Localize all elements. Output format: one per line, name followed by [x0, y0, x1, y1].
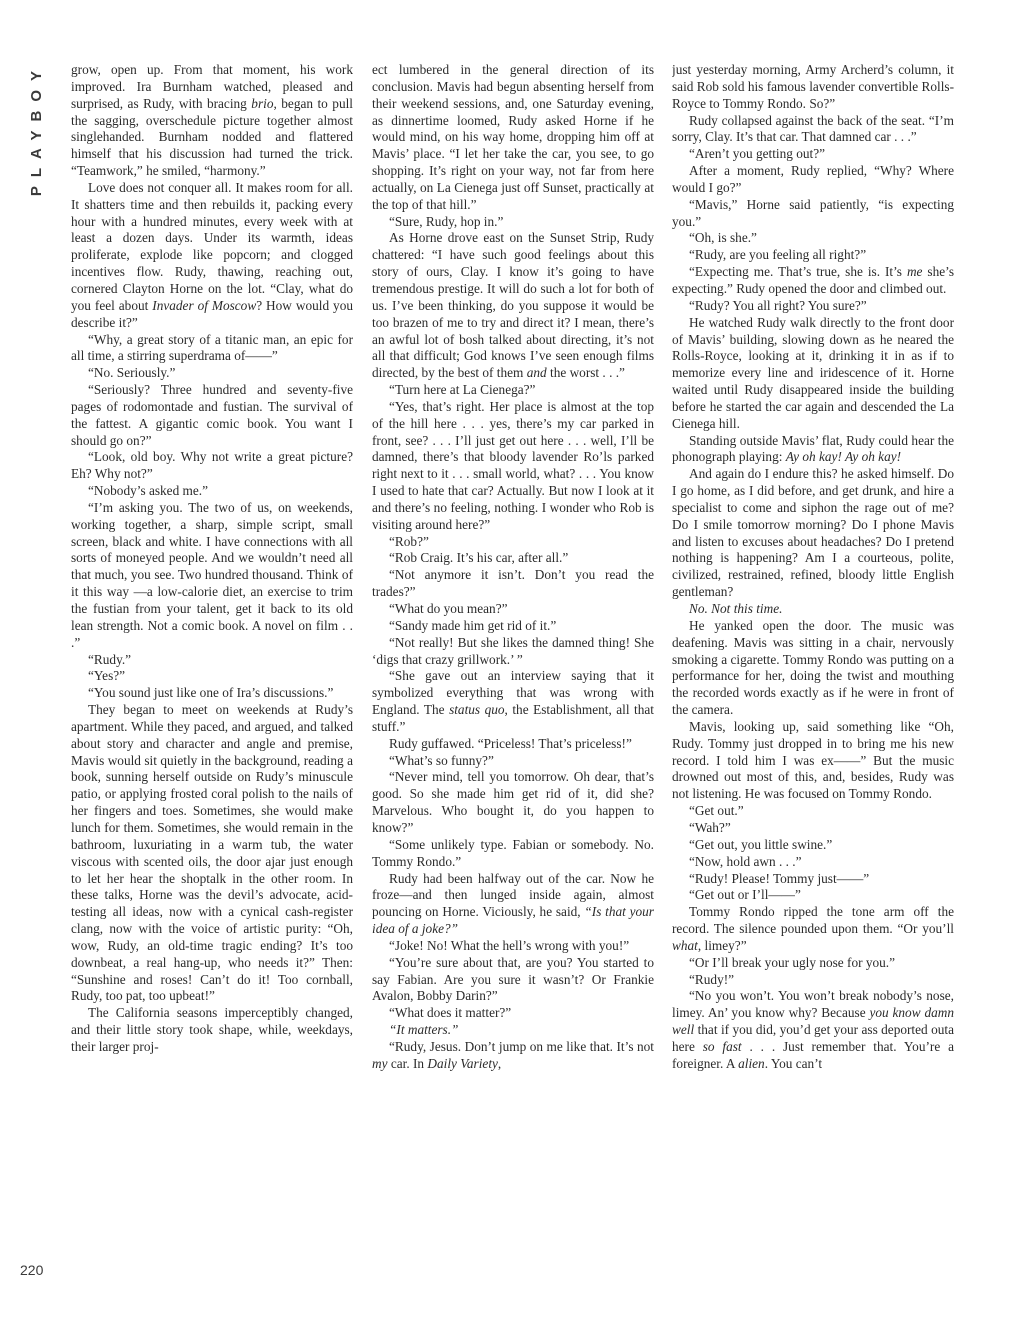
- paragraph: “Get out, you little swine.”: [689, 836, 833, 852]
- magazine-masthead: PLAYBOY: [28, 62, 45, 197]
- paragraph: Standing outside Mavis’ flat, Rudy could hear the phonograph playing: Ay oh kay! Ay oh kay!: [672, 432, 954, 465]
- paragraph: “Aren’t you getting out?”: [689, 146, 826, 162]
- paragraph: No. Not this time.: [689, 601, 783, 616]
- text-column-1: [71, 62, 353, 1287]
- paragraph: Rudy guffawed. “Priceless! That’s priceless!”: [389, 735, 632, 751]
- paragraph: “Get out.”: [689, 803, 744, 819]
- paragraph: After a moment, Rudy replied, “Why? Where would I go?”: [672, 163, 954, 195]
- paragraph: “Why, a great story of a titanic man, an epic for all time, a stirring superdrama of——”: [71, 331, 353, 364]
- paragraph: They began to meet on weekends at Rudy’s apartment. While they paced, and argued, and talked about story and character and angle and premise, Mavis would sit quietly in the background, reading a book, sunning herself outside on Rudy’s minuscule patio, or applying frosted coral polish to the nails of her fingers and toes. Sometimes, she would make lunch for them. Sometimes, she would remain in the bathroom, luxuriating in a warm tub, the water viscous with scented oils, the door ajar just enough to let her hear the shoptalk in the other room. In these talks, Horne was the devil’s advocate, acid-testing all ideas, now with a cynical cash-register clang, now with the voice of artistic purity: “Oh, wow, Rudy, an old-time tragic ending? It’s too downbeat, a real hang-up, who needs it?” Then: “Sunshine and roses! Can’t do it! Too cornball, Rudy, too pat, too upbeat!”: [71, 702, 353, 1004]
- paragraph: grow, open up. From that moment, his work improved. Ira Burnham watched, pleased and surprised, as Rudy, with bracing brio, began to pull the sagging, overschedule picture together almost singlehanded. Burnham nodded and flattered himself that his discussion had turned the trick. “Teamwork,” he smiled, “harmony.”: [71, 62, 353, 179]
- paragraph: “Rudy? You all right? You sure?”: [689, 297, 867, 313]
- paragraph: “It matters.”: [389, 1022, 459, 1038]
- paragraph: “Nobody’s asked me.”: [88, 483, 209, 499]
- paragraph: “Get out or I’ll——”: [689, 887, 801, 903]
- paragraph: “She gave out an interview saying that it symbolized everything that was wrong with England. The status quo, the Establishment, all that stuff.”: [372, 668, 654, 734]
- paragraph: “You’re sure about that, are you? You started to say Fabian. Are you sure it wasn’t? Or Frankie Avalon, Bobby Darin?”: [372, 954, 654, 1004]
- paragraph: “Seriously? Three hundred and seventy-five pages of rodomontade and fustian. The survival of the fattest. A gigantic comic book. You want I should go on?”: [71, 382, 353, 448]
- paragraph: “Rudy, Jesus. Don’t jump on me like that. It’s not my car. In Daily Variety,: [372, 1038, 654, 1071]
- paragraph: And again do I endure this? he asked himself. Do I go home, as I did before, and get drunk, and hire a specialist to come and siphon the rage out of me? Do I smile tomorrow morning? Do I phone Mavis and listen to excuses about headaches? Do I pretend nothing is happening? Am I a courteous, polite, civilized, restrained, refined, bloody little English gentleman?: [672, 466, 954, 600]
- paragraph: ect lumbered in the general direction of its conclusion. Mavis had begun absenting herself from their weekend sessions, and, one Saturday evening, as dinnertime loomed, Rudy asked Horne if he would mind, on his way home, dropping him off at Mavis’ place. “I let her take the car, you see, to go shopping. It’s right on your way, not far from here actually, on La Cienega just off Sunset, practically at the top of that hill.”: [372, 62, 654, 212]
- paragraph: “You sound just like one of Ira’s discussions.”: [88, 685, 334, 701]
- paragraph: “Sure, Rudy, hop in.”: [389, 213, 504, 229]
- paragraph: Rudy collapsed against the back of the seat. “I’m sorry, Clay. It’s that car. That damned car . . .”: [672, 112, 954, 145]
- paragraph: Mavis, looking up, said something like “Oh, Rudy. Tommy just dropped in to bring me his new record. I told him I was ex——” But the music drowned out most of this, and, besides, Rudy was not listening. He was focused on Tommy Rondo.: [672, 718, 954, 802]
- paragraph: “Rob?”: [389, 533, 429, 549]
- paragraph: “Look, old boy. Why not write a great picture? Eh? Why not?”: [71, 449, 353, 482]
- paragraph: “No. Seriously.”: [88, 365, 176, 381]
- paragraph: “I’m asking you. The two of us, on weekends, working together, a sharp, simple script, small screen, black and white. I have connections with all sorts of moneyed people. And we wouldn’t need all that much, you see. Two hundred thousand. Think of it this way —a low-calorie diet, an exercise to trim the fustian from your talent, get it back to its old lean strength. Not a comic book. A novel on film . . .”: [71, 499, 353, 650]
- paragraph: “Some unlikely type. Fabian or somebody. No. Tommy Rondo.”: [372, 836, 654, 869]
- paragraph: “Expecting me. That’s true, she is. It’s me she’s expecting.” Rudy opened the door and climbed out.: [672, 264, 954, 296]
- paragraph: Rudy had been halfway out of the car. Now he froze—and then lunged inside again, almost pouncing on Horne. Viciously, he said, “Is that your idea of a joke?”: [372, 870, 654, 937]
- paragraph: “What’s so funny?”: [389, 752, 494, 768]
- paragraph: Tommy Rondo ripped the tone arm off the record. The silence pounded upon them. “Or you’ll what, limey?”: [672, 904, 954, 953]
- paragraph: just yesterday morning, Army Archerd’s column, it said Rob sold his famous lavender convertible Rolls-Royce to Tommy Rondo. So?”: [672, 62, 954, 111]
- paragraph: “Rudy! Please! Tommy just——”: [689, 870, 870, 886]
- paragraph: He yanked open the door. The music was deafening. Mavis was sitting in a chair, nervously smoking a cigarette. Tommy Rondo was putting on a performance for her, doing the twist and mouthing the recorded words exactly as if he were in front of the camera.: [672, 617, 954, 718]
- page-number: 220: [20, 1262, 44, 1278]
- text-column-2: [372, 62, 654, 1287]
- paragraph: “Never mind, tell you tomorrow. Oh dear, that’s good. So she made him get rid of it, did she? Marvelous. Who bought it, do you happen to know?”: [372, 769, 654, 835]
- paragraph: “Mavis,” Horne said patiently, “is expecting you.”: [672, 196, 954, 229]
- paragraph: “Not really! But she likes the damned thing! She ‘digs that crazy grillwork.’ ”: [372, 634, 654, 667]
- paragraph: “Wah?”: [689, 819, 731, 835]
- paragraph: The California seasons imperceptibly changed, and their little story took shape, while, weekdays, their larger proj-: [71, 1005, 353, 1054]
- paragraph: “Rudy!”: [689, 971, 735, 987]
- paragraph: “Or I’ll break your ugly nose for you.”: [689, 954, 896, 970]
- paragraph: As Horne drove east on the Sunset Strip, Rudy chattered: “I have such good feelings about this story of ours, Clay. I know it’s going to have tremendous prestige. It will do such a lot for both of us. I’ve been thinking, do you suppose it would be too brazen of me to try and direct it? I mean, there’s an awful lot of bosh talked about directing, it’s not all that difficult; God knows I’ve seen enough films directed, by the best of them and the worst . . .”: [372, 230, 654, 381]
- paragraph: “Yes?”: [88, 668, 126, 684]
- paragraph: “Rudy, are you feeling all right?”: [689, 247, 867, 263]
- paragraph: “Sandy made him get rid of it.”: [389, 617, 557, 633]
- paragraph: “Joke! No! What the hell’s wrong with you!”: [389, 937, 630, 953]
- paragraph: “Now, hold awn . . .”: [689, 853, 802, 869]
- paragraph: “What do you mean?”: [389, 601, 508, 616]
- paragraph: “What does it matter?”: [389, 1005, 512, 1021]
- paragraph: “Rudy.”: [88, 651, 132, 667]
- paragraph: “Rob Craig. It’s his car, after all.”: [389, 550, 569, 566]
- paragraph: He watched Rudy walk directly to the front door of Mavis’ building, slowing down as he neared the Rolls-Royce, looking at it, drinking it in as if to memorize every line and iridescence of it. Horne waited until Rudy disappeared inside the building before he started the car again and descended the La Cienega hill.: [672, 314, 954, 431]
- paragraph: “Oh, is she.”: [689, 230, 757, 246]
- paragraph: “Turn here at La Cienega?”: [389, 382, 536, 398]
- paragraph: “Not anymore it isn’t. Don’t you read the trades?”: [372, 567, 654, 600]
- paragraph: “Yes, that’s right. Her place is almost at the top of the hill here . . . yes, there’s my car parked in front, see? . . . I’ll just get out here . . . well, I’ll be damned, there’s that bloody lavender Ro’ls parked right next to it . . . small world, what? . . . You know I used to hate that car? Actually. But now I look at it and there’s no feeling, nothing. I wonder who Rob is visiting around here?”: [372, 398, 654, 532]
- paragraph: Love does not conquer all. It makes room for all. It shatters time and then rebuilds it, packing every hour with a hundred minutes, every week with at least a dozen days. Under its warmth, ideas proliferate, explode like popcorn; and clogged incentives flow. Rudy, thawing, reaching out, cornered Clayton Horne on the lot. “Clay, what do you feel about Invader of Moscow? How would you describe it?”: [71, 179, 353, 330]
- paragraph: “No you won’t. You won’t break nobody’s nose, limey. An’ you know why? Because you know damn well that if you did, you’d get your ass deported outa here so fast . . . Just remember that. You’re a foreigner. A alien. You can’t: [672, 988, 954, 1071]
- text-column-3: [672, 62, 954, 1287]
